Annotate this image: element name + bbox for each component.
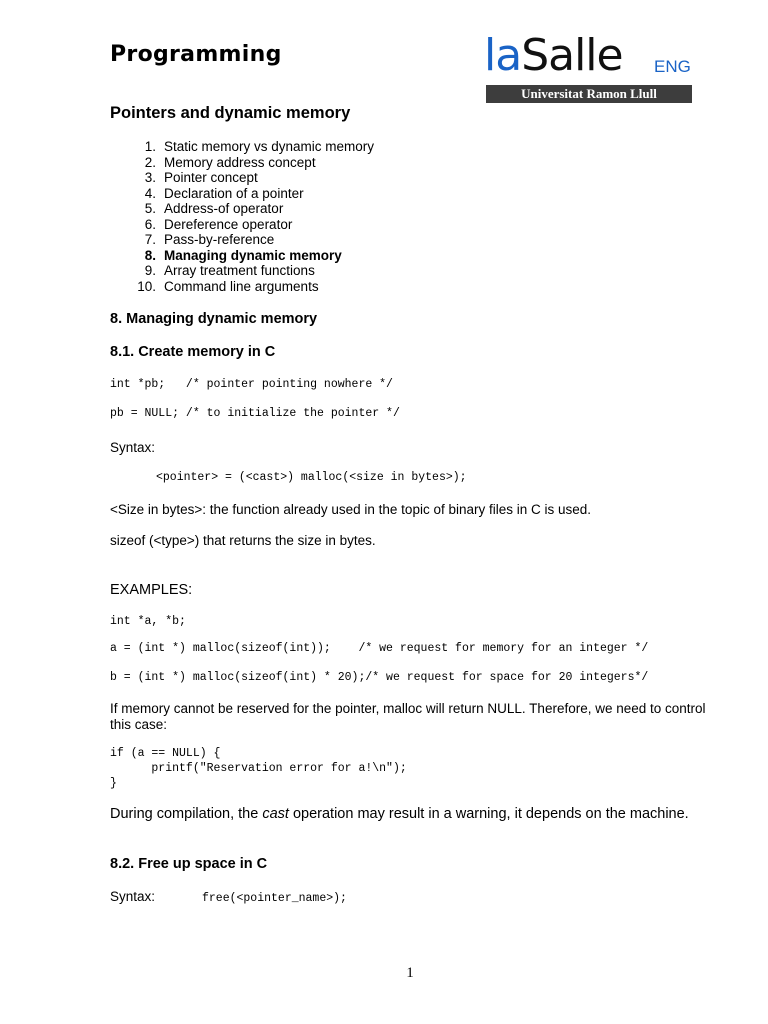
toc-item: 2. Memory address concept xyxy=(144,154,316,170)
code-null-check: if (a == NULL) { printf("Reservation error for a!\n"); } xyxy=(110,747,407,790)
toc-item: 7. Pass-by-reference xyxy=(144,232,275,247)
heading-managing-dynamic-memory: 8. Managing dynamic memory xyxy=(110,311,318,327)
code-malloc-syntax: <pointer> = (<cast>) malloc(<size in bytes>); xyxy=(156,471,467,484)
logo-eng: ENG xyxy=(654,57,691,76)
lasalle-logo xyxy=(484,30,696,104)
heading-free-space: 8.2. Free up space in C xyxy=(110,856,268,872)
code-initialization: pb = NULL; /* to initialize the pointer */ xyxy=(110,407,400,420)
toc-item: 1. Static memory vs dynamic memory xyxy=(144,139,375,154)
free-syntax-label: Syntax: xyxy=(110,889,156,904)
sizeof-text: sizeof (<type>) that returns the size in bytes. xyxy=(110,533,376,548)
cast-emphasis: cast xyxy=(262,806,289,822)
heading-create-memory: 8.1. Create memory in C xyxy=(110,344,276,360)
toc-item: 10. Command line arguments xyxy=(137,278,319,294)
table-of-contents xyxy=(126,139,374,294)
code-free-syntax: free(<pointer_name>); xyxy=(202,892,347,905)
logo-university-bar: Universitat Ramon Llull xyxy=(486,85,692,103)
toc-item: 9. Array treatment functions xyxy=(144,263,315,278)
toc-item: 3. Pointer concept xyxy=(144,170,258,185)
examples-label: EXAMPLES: xyxy=(110,582,193,598)
toc-item: 4. Declaration of a pointer xyxy=(144,185,304,201)
syntax-label: Syntax: xyxy=(110,440,156,455)
code-declaration: int *pb; /* pointer pointing nowhere */ xyxy=(110,378,393,391)
toc-item: 5. Address-of operator xyxy=(144,201,284,216)
page-number: 1 xyxy=(406,965,414,981)
size-in-bytes-text: <Size in bytes>: the function already used in the topic of binary files in C is used. xyxy=(110,502,592,517)
toc-item-current: 8. Managing dynamic memory xyxy=(144,247,342,263)
section-title: Pointers and dynamic memory xyxy=(110,104,351,122)
toc-item: 6. Dereference operator xyxy=(144,216,293,232)
compilation-paragraph: During compilation, the cast operation may result in a warning, it depends on the machine. xyxy=(110,806,689,822)
code-example-b: b = (int *) malloc(sizeof(int) * 20);/* we request for space for 20 integers*/ xyxy=(110,671,649,684)
null-check-paragraph: If memory cannot be reserved for the pointer, malloc will return NULL. Therefore, we need to control this case: xyxy=(110,701,706,732)
code-example-a: a = (int *) malloc(sizeof(int)); /* we request for memory for an integer */ xyxy=(110,642,649,655)
code-example-declaration: int *a, *b; xyxy=(110,615,186,628)
document-title: Programming xyxy=(110,42,282,67)
logo-wordmark: laSalle xyxy=(484,30,623,81)
